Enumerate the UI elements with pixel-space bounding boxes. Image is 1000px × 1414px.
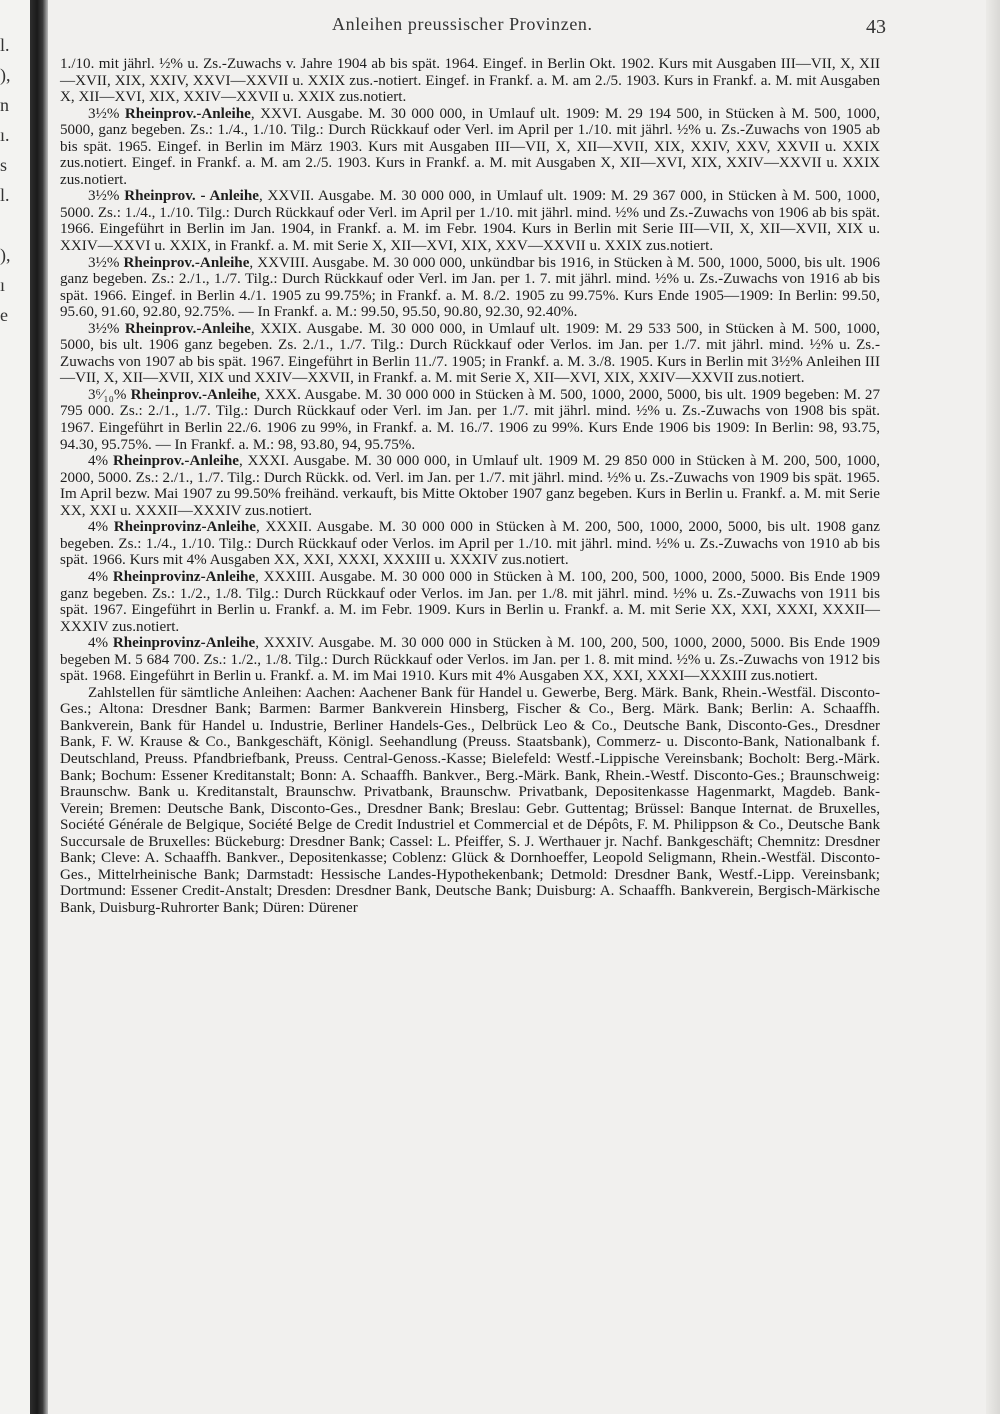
- entry-rate: 4%: [88, 519, 109, 536]
- entry-paragraph: 4% Rheinprovinz-Anleihe, XXXIV. Ausgabe. M. 30 000 000 in Stücken à M. 100, 200, 500, 1000, 2000, 5000. Bis Ende 1909 begeben M. 5 684 700. Zs.: 1./2., 1./8. Tilg.: Durch Rückkauf oder Verlos. im Jan. per 1. 8. mit mind. ½% u. Zs.-Zuwachs von 1912 bis spät. 1968. Eingeführt in Berlin u. Frankf. a. M. im Mai 1910. Kurs mit 4% Ausgaben XX, XXI, XXXI—XXXIII zus.notiert.: [60, 635, 881, 685]
- entry-paragraph: 3½% Rheinprov.-Anleihe, XXVI. Ausgabe. M. 30 000 000, in Umlauf ult. 1909: M. 29 194 500, in Stücken à M. 500, 1000, 5000, ganz begeben. Zs.: 1./4., 1./10. Tilg.: Durch Rückkauf oder Verl. im April per 1./10. mit jährl. ½% u. Zs.-Zuwachs von 1905 ab bis spät. 1965. Eingef. in Berlin im März 1903. Kurs mit Ausgaben III—VII, X, XII—XVII, XIX, XXIV, XXV, XXVII u. XXIX zus.notiert. Eingef. in Frankf. a. M. am 2./5. 1903. Kurs in Frankf. a. M. mit Ausgaben X, XII—XVI, XIX, XXIV—XXVII u. XXIX zus.notiert.: [60, 105, 880, 188]
- page-number: 43: [866, 16, 886, 38]
- entry-text: XXVII. Ausgabe. M. 30 000 000, in Umlauf ult. 1909: M. 29 367 000, in Stücken à M. 500, 1000, 5000. Zs.: 1./4., 1./10. Tilg.: Durch Rückkauf oder Verl. im April per 1./10. mit jährl. mind. ½% und Zs.-Zuwachs von 1906 ab bis spät. 1966. Eingeführt in Berlin im Jan. 1904, in Frankf. a. M. im Febr. 1904. Kurs in Berlin mit Serie III—VII, X, XII—XVII, XIX u. XXIV—XXVI u. XXIX, in Frankf. a. M. mit Serie X, XII—XVI, XIX, XXV—XXVII u. XXIX zus.notiert.: [60, 188, 881, 255]
- entry-paragraph: 3½% Rheinprov. - Anleihe, XXVII. Ausgabe. M. 30 000 000, in Umlauf ult. 1909: M. 29 367 000, in Stücken à M. 500, 1000, 5000. Zs.: 1./4., 1./10. Tilg.: Durch Rückkauf oder Verl. im April per 1./10. mit jährl. mind. ½% und Zs.-Zuwachs von 1906 ab bis spät. 1966. Eingeführt in Berlin im Jan. 1904, in Frankf. a. M. im Febr. 1904. Kurs in Berlin mit Serie III—VII, X, XII—XVII, XIX u. XXIV—XXVI u. XXIX, in Frankf. a. M. mit Serie X, XII—XVI, XIX, XXV—XXVII u. XXIX zus.notiert.: [60, 188, 881, 255]
- entry-paragraph: 4% Rheinprovinz-Anleihe, XXXIII. Ausgabe. M. 30 000 000 in Stücken à M. 100, 200, 500, 1000, 2000, 5000. Bis Ende 1909 ganz begeben. Zs.: 1./2., 1./8. Tilg.: Durch Rückkauf oder Verlos. im Jan. per 1./8. mit jährl. mind. ½% u. Zs.-Zuwachs von 1911 bis spät. 1967. Eingeführt in Berlin u. Frankf. a. M. im Febr. 1909. Kurs in Berlin u. Frankf. a. M. mit Serie XX, XXI, XXXI, XXXII—XXXIV zus.notiert.: [60, 568, 880, 635]
- margin-fragment: s: [0, 155, 8, 175]
- entry-paragraph: [60, 56, 880, 106]
- entry-heading: Rheinprovinz-Anleihe: [112, 635, 256, 652]
- margin-fragment: e: [0, 305, 8, 325]
- entry-text: XXXIV. Ausgabe. M. 30 000 000 in Stücken à M. 100, 200, 500, 1000, 2000, 5000. Bis Ende 1909 begeben M. 5 684 700. Zs.: 1./2., 1./8. Tilg.: Durch Rückkauf oder Verlos. im Jan. per 1. 8. mit mind. ½% u. Zs.-Zuwachs von 1912 bis spät. 1968. Eingeführt in Berlin u. Frankf. a. M. im Mai 1910. Kurs mit 4% Ausgaben XX, XXI, XXXI—XXXIII zus.notiert.: [60, 635, 881, 685]
- entry-text: XXXII. Ausgabe. M. 30 000 000 in Stücken à M. 200, 500, 1000, 2000, 5000, bis ult. 1908 ganz begeben. Zs.: 1./4., 1./10. Tilg.: Durch Rückkauf oder Verlos. im April per 1./10. mit jährl. mind. ½% u. Zs.-Zuwachs von 1910 ab bis spät. 1966. Kurs mit 4% Ausgaben XX, XXI, XXXI, XXXIII u. XXXIV zus.notiert.: [60, 519, 881, 569]
- entry-rate: 4%: [88, 453, 109, 470]
- binding-edge: [30, 0, 48, 1414]
- margin-fragment: l.: [0, 35, 10, 55]
- entry-rate: 4%: [88, 568, 109, 585]
- margin-fragment: n: [0, 95, 9, 115]
- entry-paragraph: 3½% Rheinprov.-Anleihe, XXIX. Ausgabe. M. 30 000 000, in Umlauf ult. 1909: M. 29 533 500, in Stücken à M. 500, 1000, 5000, bis ult. 1906 ganz begeben. Zs. 2./1., 1./7. Tilg.: Durch Rückkauf oder Verlos. im Jan. per 1./7. mit jährl. mind. ½% u. Zs.-Zuwachs von 1907 ab bis spät. 1967. Eingeführt in Berlin 11./7. 1905; in Frankf. a. M. 3./8. 1905. Kurs in Berlin mit 3½% Anleihen III—VII, X, XII—XVII, XIX und XXIV—XXVII, in Frankf. a. M. mit Serie X, XII—XVI, XIX, XXIV—XXVII zus.notiert.: [60, 320, 880, 387]
- entry-text: XXVIII. Ausgabe. M. 30 000 000, unkündbar bis 1916, in Stücken à M. 500, 1000, 5000, bis ult. 1906 ganz begeben. Zs.: 2./1., 1./7. Tilg.: Durch Rückkauf oder Verl. im Jan. per 1. 7. mit jährl. mind. ½% u. Zs.-Zuwachs von 1916 ab bis spät. 1966. Eingef. in Berlin 4./1. 1905 zu 99.75%; in Frankf. a. M. 8./2. 1905 zu 99.75%. Kurs Ende 1905—1909: In Berlin: 99.50, 95.60, 91.60, 92.80, 92.75%. — In Frankf. a. M.: 99.50, 95.50, 90.80, 92.30, 92.40%.: [60, 254, 881, 321]
- entry-heading: Rheinprov.-Anleihe: [124, 105, 251, 122]
- margin-fragment: ı.: [0, 125, 10, 145]
- entry-heading: Rheinprov.-Anleihe: [130, 386, 257, 403]
- entry-paragraph: [60, 685, 880, 917]
- entry-heading: Rheinprov.-Anleihe: [123, 254, 250, 271]
- entry-rate: 3½%: [88, 188, 120, 205]
- entry-text: XXIX. Ausgabe. M. 30 000 000, in Umlauf ult. 1909: M. 29 533 500, in Stücken à M. 500, 1000, 5000, bis ult. 1906 ganz begeben. Zs. 2./1., 1./7. Tilg.: Durch Rückkauf oder Verlos. im Jan. per 1./7. mit jährl. mind. ½% u. Zs.-Zuwachs von 1907 ab bis spät. 1967. Eingeführt in Berlin 11./7. 1905; in Frankf. a. M. 3./8. 1905. Kurs in Berlin mit 3½% Anleihen III—VII, X, XII—XVII, XIX und XXIV—XXVII, in Frankf. a. M. mit Serie X, XII—XVI, XIX, XXIV—XXVII zus.notiert.: [60, 320, 880, 387]
- margin-fragment: [0, 210, 14, 240]
- entry-text: XXVI. Ausgabe. M. 30 000 000, in Umlauf ult. 1909: M. 29 194 500, in Stücken à M. 500, 1000, 5000, ganz begeben. Zs.: 1./4., 1./10. Tilg.: Durch Rückkauf oder Verl. im April per 1./10. mit jährl. ½% u. Zs.-Zuwachs von 1905 ab bis spät. 1965. Eingef. in Berlin im März 1903. Kurs mit Ausgaben III—VII, X, XII—XVII, XIX, XXIV, XXV, XXVII u. XXIX zus.notiert. Eingef. in Frankf. a. M. am 2./5. 1903. Kurs in Frankf. a. M. mit Ausgaben X, XII—XVI, XIX, XXIV—XXVII u. XXIX zus.notiert.: [60, 105, 880, 188]
- right-edge: [986, 0, 1000, 1414]
- entry-heading: Rheinprov.-Anleihe: [113, 453, 239, 470]
- entry-rate: 3½%: [88, 320, 120, 337]
- entry-rate: 3½%: [88, 105, 120, 122]
- margin-fragment: ),: [0, 245, 11, 265]
- margin-fragments: [0, 30, 14, 330]
- entry-rate: 3½%: [88, 254, 120, 271]
- body-text: [60, 56, 880, 916]
- entry-paragraph: 4% Rheinprov.-Anleihe, XXXI. Ausgabe. M. 30 000 000, in Umlauf ult. 1909 M. 29 850 000 in Stücken à M. 200, 500, 1000, 2000, 5000. Zs.: 2./1., 1./7. Tilg.: Durch Rückk. od. Verl. im Jan. per 1./7. mit jährl. mind. ½% u. Zs.-Zuwachs von 1909 bis spät. 1965. Im April bezw. Mai 1907 zu 99.50% freihänd. verkauft, bis Mitte Oktober 1907 ganz begeben. Kurs in Berlin u. Frankf. a. M. mit Serie XX, XXI u. XXXII—XXXIV zus.notiert.: [60, 453, 880, 519]
- entry-heading: Rheinprovinz-Anleihe: [112, 568, 256, 585]
- entry-heading: Rheinprovinz-Anleihe: [113, 519, 256, 536]
- margin-fragment: ı: [0, 275, 6, 295]
- entry-text: XXX. Ausgabe. M. 30 000 000 in Stücken à M. 500, 1000, 2000, 5000, bis ult. 1909 begeben: M. 27 795 000. Zs.: 2./1., 1./7. Tilg.: Durch Rückkauf oder Verl. im Jan. per 1./7. mit jährl. mind. ½% u. Zs.-Zuwachs von 1908 bis spät. 1967. Eingeführt in Berlin 22./6. 1906 zu 99%, in Frankf. a. M. 16./7. 1906 zu 99%. Kurs Ende 1906 bis 1909: In Berlin: 98, 93.75, 94.30, 95.75%. — In Frankf. a. M.: 98, 93.80, 94, 95.75%.: [60, 386, 881, 453]
- entry-rate: 3⁶⁄₁₀%: [88, 386, 127, 403]
- entry-paragraph: 3⁶⁄₁₀% Rheinprov.-Anleihe, XXX. Ausgabe. M. 30 000 000 in Stücken à M. 500, 1000, 2000, 5000, bis ult. 1909 begeben: M. 27 795 000. Zs.: 2./1., 1./7. Tilg.: Durch Rückkauf oder Verl. im Jan. per 1./7. mit jährl. mind. ½% u. Zs.-Zuwachs von 1908 bis spät. 1967. Eingeführt in Berlin 22./6. 1906 zu 99%, in Frankf. a. M. 16./7. 1906 zu 99%. Kurs Ende 1906 bis 1909: In Berlin: 98, 93.75, 94.30, 95.75%. — In Frankf. a. M.: 98, 93.80, 94, 95.75%.: [60, 386, 881, 453]
- entry-text: Zahlstellen für sämtliche Anleihen: Aachen: Aachener Bank für Handel u. Gewerbe, Berg. Märk. Bank, Rhein.-Westfäl. Disconto-Ges.; Altona: Dresdner Bank; Barmen: Barmer Bankverein Hinsberg, Fischer & Co., Berg. Märk. Bank; Berlin: A. Schaaffh. Bankverein, Bank für Handel u. Industrie, Berliner Handels-Ges., Delbrück Leo & Co., Deutsche Bank, Disconto-Ges., Dresdner Bank, F. W. Krause & Co., Bankgeschäft, Königl. Seehandlung (Preuss. Staatsbank), Commerz- u. Disconto-Bank, Nationalbank f. Deutschland, Preuss. Pfandbriefbank, Preuss. Central-Genoss.-Kasse; Bielefeld: Westf.-Lippische Vereinsbank; Bocholt: Berg.-Märk. Bank; Bochum: Essener Kreditanstalt; Bonn: A. Schaaffh. Bankver., Berg.-Märk. Bank, Rhein.-Westf. Disconto-Ges.; Braunschweig: Braunschw. Bank u. Kreditanstalt, Braunschw. Privatbank, Braunschw. Privatbank, Depositenkasse Hagenmarkt, Magdeb. Bank-Verein; Bremen: Deutsche Bank, Disconto-Ges., Dresdner Bank; Breslau: Gebr. Guttentag; Brüssel: Banque Internat. de Bruxelles, Société Générale de Belgique, Société Belge de Credit Industriel et Commercial et de Dépôts, F. M. Philippson & Co., Deutsche Bank Succursale de Bruxelles: Bückeburg: Dresdner Bank; Cassel: L. Pfeiffer, S. J. Werthauer jr. Nachf. Bankgeschäft; Chemnitz: Dresdner Bank; Cleve: A. Schaaffh. Bankver., Depositenkasse; Coblenz: Glück & Dornhoeffer, Leopold Seligmann, Rhein.-Westfäl. Disconto-Ges., Mittelrheinische Bank; Darmstadt: Hessische Landes-Hypothekenbank; Detmold: Dresdner Bank, Westf.-Lipp. Vereinsbank; Dortmund: Essener Credit-Anstalt; Dresden: Dresdner Bank, Deutsche Bank; Duisburg: A. Schaaffh. Bankverein, Bergisch-Märkische Bank, Duisburg-Ruhrorter Bank; Düren: Dürener: [60, 684, 880, 916]
- running-head: Anleihen preussischer Provinzen.: [332, 14, 593, 34]
- entry-text: XXXIII. Ausgabe. M. 30 000 000 in Stücken à M. 100, 200, 500, 1000, 2000, 5000. Bis Ende 1909 ganz begeben. Zs.: 1./2., 1./8. Tilg.: Durch Rückkauf oder Verlos. im Jan. per 1./8. mit jährl. mind. ½% u. Zs.-Zuwachs von 1911 bis spät. 1967. Eingeführt in Berlin u. Frankf. a. M. im Febr. 1909. Kurs in Berlin u. Frankf. a. M. mit Serie XX, XXI, XXXI, XXXII—XXXIV zus.notiert.: [60, 568, 880, 635]
- entry-paragraph: 4% Rheinprovinz-Anleihe, XXXII. Ausgabe. M. 30 000 000 in Stücken à M. 200, 500, 1000, 2000, 5000, bis ult. 1908 ganz begeben. Zs.: 1./4., 1./10. Tilg.: Durch Rückkauf oder Verlos. im April per 1./10. mit jährl. mind. ½% u. Zs.-Zuwachs von 1910 ab bis spät. 1966. Kurs mit 4% Ausgaben XX, XXI, XXXI, XXXIII u. XXXIV zus.notiert.: [60, 519, 881, 569]
- entry-text: XXXI. Ausgabe. M. 30 000 000, in Umlauf ult. 1909 M. 29 850 000 in Stücken à M. 200, 500, 1000, 2000, 5000. Zs.: 2./1., 1./7. Tilg.: Durch Rückk. od. Verl. im Jan. per 1./7. mit jährl. mind. ½% u. Zs.-Zuwachs von 1909 bis spät. 1965. Im April bezw. Mai 1907 zu 99.50% freihänd. verkauft, bis Mitte Oktober 1907 ganz begeben. Kurs in Berlin u. Frankf. a. M. mit Serie XX, XXI u. XXXII—XXXIV zus.notiert.: [60, 453, 880, 519]
- entry-heading: Rheinprov. - Anleihe: [124, 188, 259, 205]
- entry-heading: Rheinprov.-Anleihe: [124, 320, 251, 337]
- entry-text: 1./10. mit jährl. ½% u. Zs.-Zuwachs v. Jahre 1904 ab bis spät. 1964. Eingef. in Berlin Okt. 1902. Kurs mit Ausgaben III—VII, X, XII—XVII, XIX, XXIV, XXVI—XXVII u. XXIX zus.-notiert. Eingef. in Frankf. a. M. am 2./5. 1903. Kurs in Frankf. a. M. mit Ausgaben X, XII—XVI, XIX, XXIV—XXVII u. XXIX zus.notiert.: [60, 56, 880, 106]
- margin-fragment: l.: [0, 185, 10, 205]
- margin-fragment: ),: [0, 65, 11, 85]
- entry-paragraph: 3½% Rheinprov.-Anleihe, XXVIII. Ausgabe. M. 30 000 000, unkündbar bis 1916, in Stücken à M. 500, 1000, 5000, bis ult. 1906 ganz begeben. Zs.: 2./1., 1./7. Tilg.: Durch Rückkauf oder Verl. im Jan. per 1. 7. mit jährl. mind. ½% u. Zs.-Zuwachs von 1916 ab bis spät. 1966. Eingef. in Berlin 4./1. 1905 zu 99.75%; in Frankf. a. M. 8./2. 1905 zu 99.75%. Kurs Ende 1905—1909: In Berlin: 99.50, 95.60, 91.60, 92.80, 92.75%. — In Frankf. a. M.: 99.50, 95.50, 90.80, 92.30, 92.40%.: [60, 254, 881, 321]
- entry-rate: 4%: [88, 635, 109, 652]
